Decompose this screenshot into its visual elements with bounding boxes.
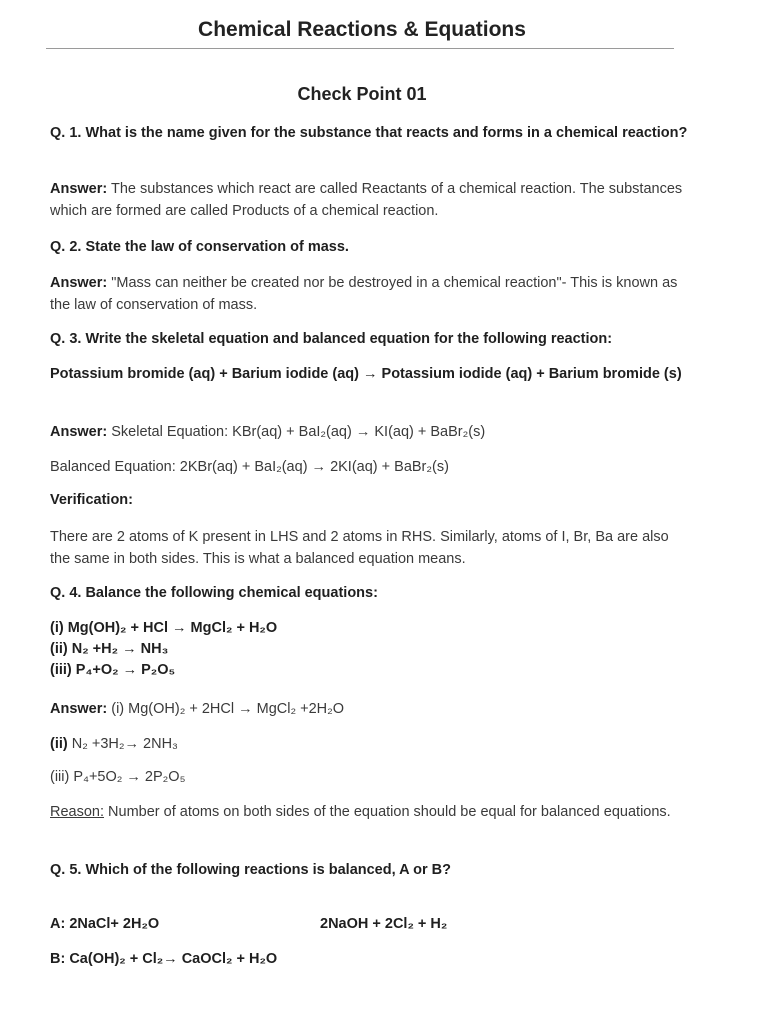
q2-question: Q. 2. State the law of conservation of mass.	[50, 239, 349, 255]
q5-option-b: B: Ca(OH)₂ + Cl₂→ CaOCl₂ + H₂O	[50, 951, 278, 967]
q3-question: Q. 3. Write the skeletal equation and balanced equation for the following reaction:	[50, 331, 613, 347]
q4-answer-1	[50, 698, 690, 720]
q5-option-a-products: 2NaOH + 2Cl₂ + H₂	[320, 916, 448, 932]
q4-equation-1: (i) Mg(OH)₂ + HCl → MgCl₂ + H₂O	[50, 620, 278, 636]
q5-question: Q. 5. Which of the following reactions is balanced, A or B?	[50, 862, 451, 878]
q4-equation-3: (iii) P₄+O₂ → P₂O₅	[50, 662, 176, 678]
q3-skeletal-answer	[50, 421, 690, 443]
q1-answer-label: Answer:	[50, 181, 108, 197]
title-divider	[46, 48, 674, 49]
q3-verification-text: There are 2 atoms of K present in LHS and 2 atoms in RHS. Similarly, atoms of I, Br, Ba are also the same in both sides. This is what a balanced equation means.	[50, 529, 669, 567]
q4-answer-3: (iii) P₄+5O₂ → 2P₂O₅	[50, 769, 186, 785]
q1-question: Q. 1. What is the name given for the substance that reacts and forms in a chemical reaction?	[50, 125, 688, 141]
q4-reason-label: Reason:	[50, 804, 105, 820]
q4-reason	[50, 801, 690, 823]
q2-answer	[50, 272, 690, 316]
q4-answer-2-text: N₂ +3H₂→ 2NH₃	[67, 736, 178, 752]
document-title: Chemical Reactions & Equations	[198, 18, 526, 41]
q4-answer-label: Answer:	[50, 701, 108, 717]
q4-reason-text: Number of atoms on both sides of the equation should be equal for balanced equations.	[104, 804, 671, 820]
q4-answer-1-text: (i) Mg(OH)₂ + 2HCl → MgCl₂ +2H₂O	[107, 701, 345, 717]
q2-answer-label: Answer:	[50, 275, 108, 291]
q4-answer-2	[50, 733, 690, 755]
q1-answer-text: The substances which react are called Reactants of a chemical reaction. The substances which are formed are called Products of a chemical reaction.	[50, 181, 683, 219]
q1-answer	[50, 178, 690, 222]
q5-option-a-reactants: A: 2NaCl+ 2H₂O	[50, 916, 160, 932]
q3-reaction: Potassium bromide (aq) + Barium iodide (aq) → Potassium iodide (aq) + Barium bromide (s)	[50, 366, 682, 382]
q2-answer-text: "Mass can neither be created nor be destroyed in a chemical reaction"- This is known as the law of conservation of mass.	[50, 275, 678, 313]
q3-skeletal-equation: Skeletal Equation: KBr(aq) + BaI₂(aq) → KI(aq) + BaBr₂(s)	[107, 424, 486, 440]
q4-answer-2-label: (ii)	[50, 736, 68, 752]
q3-verification-label: Verification:	[50, 492, 133, 508]
q4-question: Q. 4. Balance the following chemical equations:	[50, 585, 378, 601]
document-subtitle: Check Point 01	[297, 84, 427, 104]
q4-equation-2: (ii) N₂ +H₂ → NH₃	[50, 641, 169, 657]
q3-answer-label: Answer:	[50, 424, 108, 440]
q3-balanced-equation: Balanced Equation: 2KBr(aq) + BaI₂(aq) → 2KI(aq) + BaBr₂(s)	[50, 459, 449, 475]
q5-option-a	[50, 913, 690, 935]
